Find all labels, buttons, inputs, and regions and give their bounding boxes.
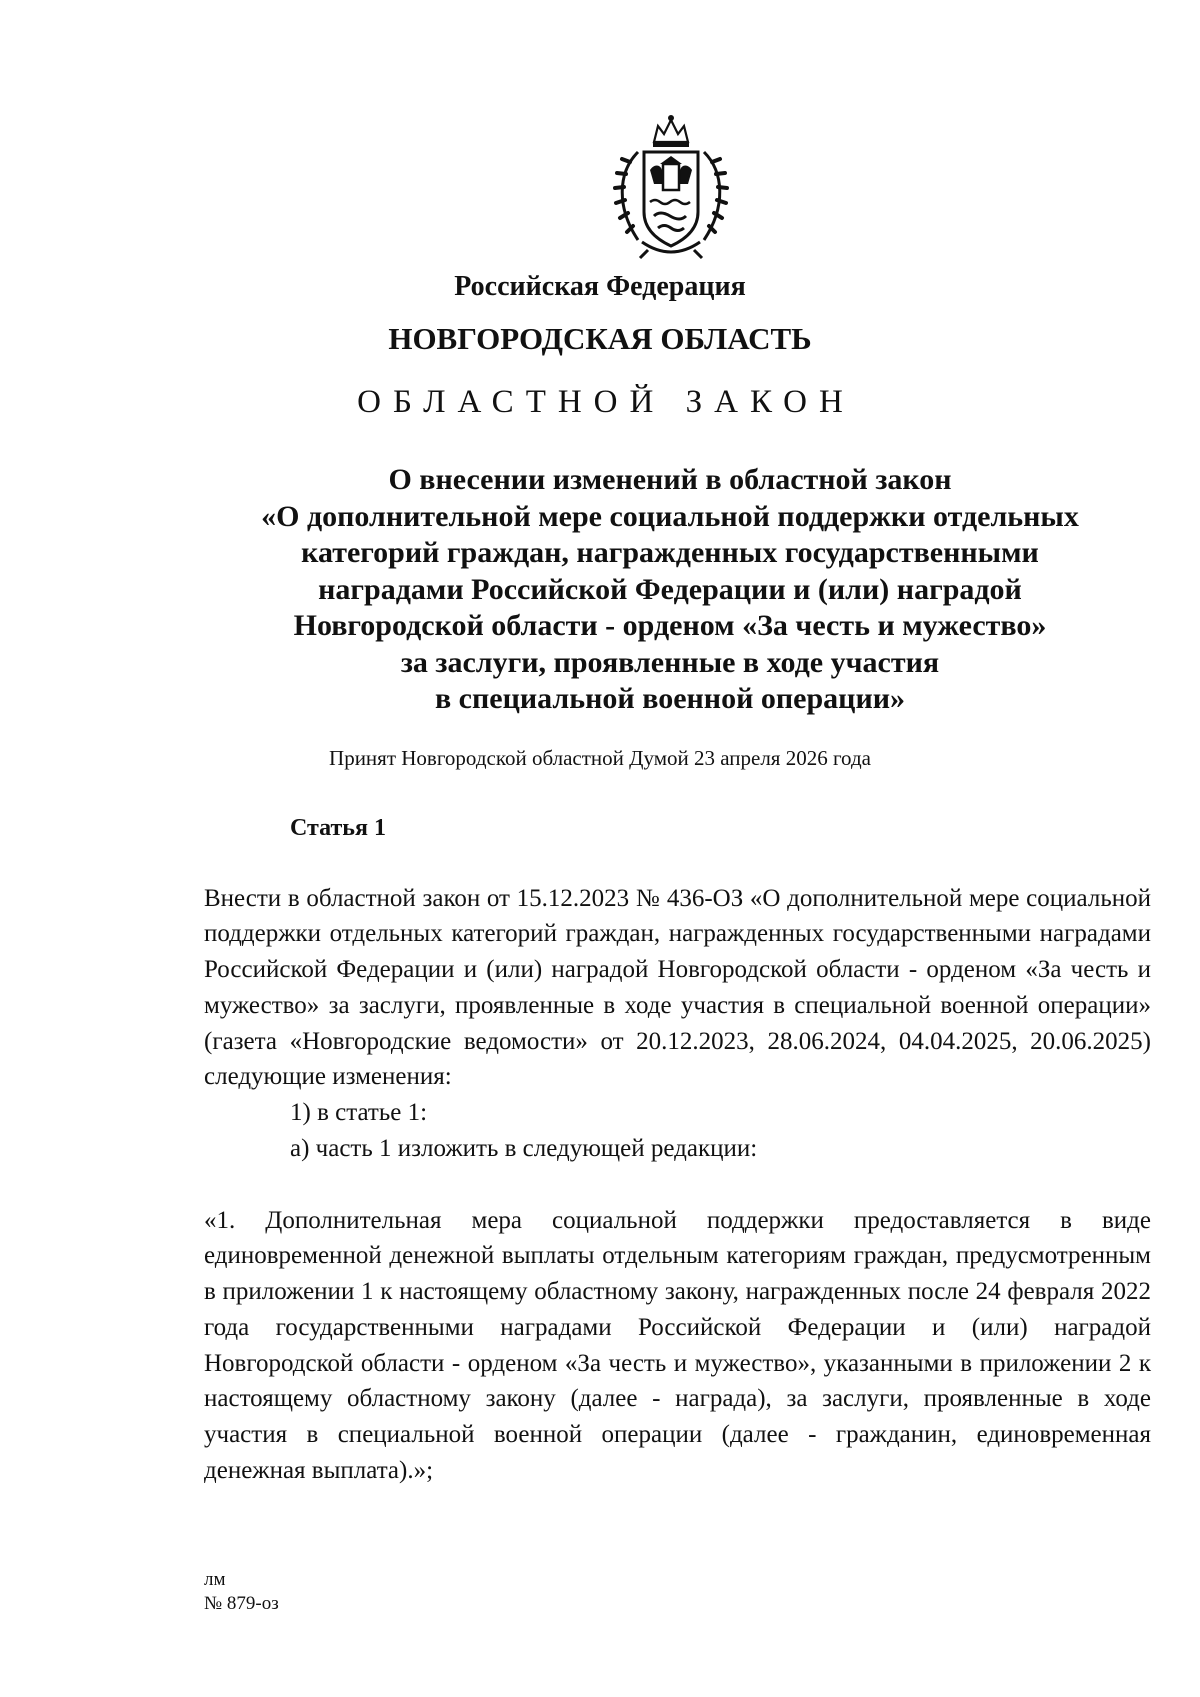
footer-initials: лм xyxy=(204,1569,226,1590)
quoted-amendment xyxy=(204,1167,1151,1488)
list-item-1: 1) в статье 1: xyxy=(290,1099,428,1126)
quoted-amendment-text: «1. Дополнительная мера социальной поддержки предоставляется в виде единовременной денежной выплаты отдельным категориям граждан, предусмотренным в приложении 1 к настоящему областному закону, награжденных после 24 февраля 2022 года государственными наградами Российской Федерации и (или) наградой Новгородской области - орденом «За честь и мужество», указанными в приложении 2 к настоящему областному закону (далее - награда), за заслуги, проявленные в ходе участия в специальной военной операции (далее - гражданин, единовременная денежная выплата).»; xyxy=(204,1206,1151,1484)
paragraph-1-text: Внести в областной закон от 15.12.2023 № 436-ОЗ «О дополнительной мере социальной поддержки отдельных категорий граждан, награжденных государственными наградами Российской Федерации и (или) наградой Новгородской области - орденом «За честь и мужество» за заслуги, проявленные в ходе участия в специальной военной операции» (газета «Новгородские ведомости» от 20.12.2023, 28.06.2024, 04.04.2025, 20.06.2025) следующие изменения: xyxy=(204,884,1151,1091)
article-paragraph-1 xyxy=(204,845,1151,1095)
law-title: О внесении изменений в областной закон «О дополнительной мере социальной поддержки отдельных категорий граждан, награжденных государственными наградами Российской Федерации и (или) наградой Новгородской области - орденом «За честь и мужество» за заслуги, проявленные в ходе участия в специальной военной операции» xyxy=(261,463,1079,715)
coat-of-arms-icon xyxy=(608,112,734,262)
adoption-note: Принят Новгородской областной Думой 23 апреля 2026 года xyxy=(329,746,871,770)
list-item-a: а) часть 1 изложить в следующей редакции: xyxy=(290,1135,758,1162)
region-name: НОВГОРОДСКАЯ ОБЛАСТЬ xyxy=(388,321,812,356)
footer-law-number: № 879-оз xyxy=(204,1593,279,1614)
document-type: ОБЛАСТНОЙ ЗАКОН xyxy=(357,384,855,420)
article-heading: Статья 1 xyxy=(290,815,386,841)
country-name: Российская Федерация xyxy=(454,271,746,302)
